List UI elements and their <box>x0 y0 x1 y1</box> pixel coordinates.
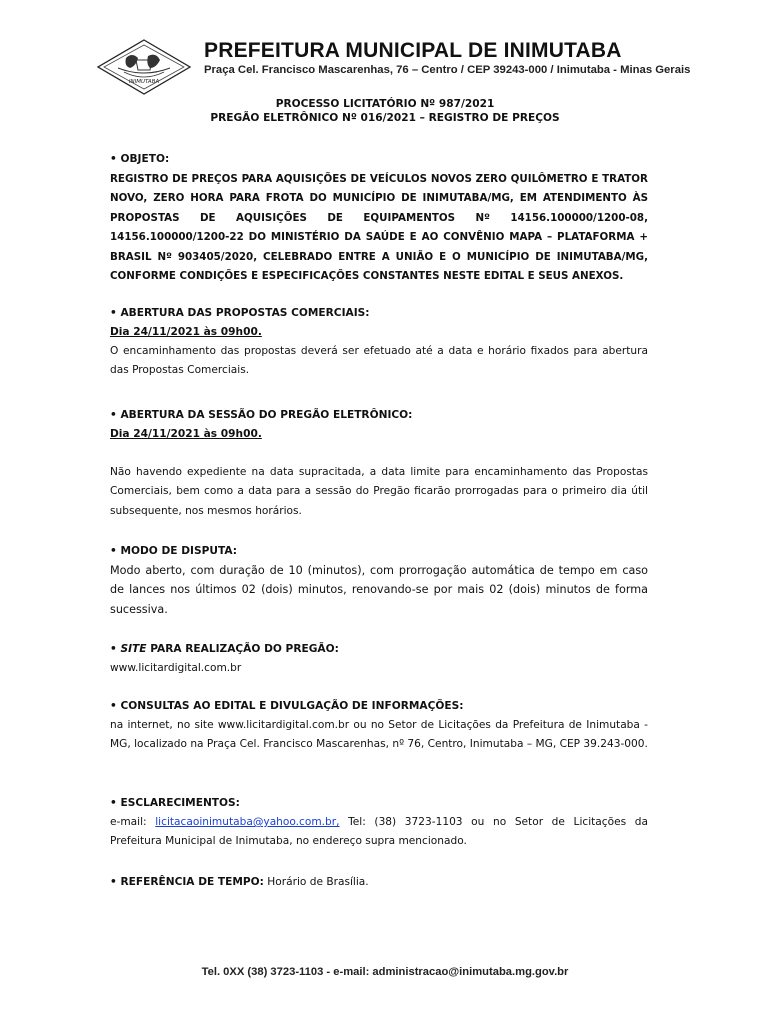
abertura-sessao-section <box>110 406 648 521</box>
site-heading-italic: SITE <box>120 643 147 655</box>
objeto-line: 14156.100000/1200-22 DO MINISTÉRIO DA SAÚDE E AO CONVÊNIO MAPA – PLATAFORMA + <box>110 231 648 244</box>
referencia-heading: • REFERÊNCIA DE TEMPO: <box>110 876 264 888</box>
esclarecimentos-section <box>110 794 648 852</box>
referencia-line <box>110 873 648 892</box>
modo-disputa-heading: • MODO DE DISPUTA: <box>110 545 237 557</box>
modo-disputa-text: Modo aberto, com duração de 10 (minutos), com prorrogação automática de tempo em caso de lances nos últimos 02 (dois) minutos, renovando-se por mais 02 (dois) minutos de forma sucessiva. <box>110 564 648 616</box>
consultas-text: na internet, no site www.licitardigital.com.br ou no Setor de Licitações da Prefeitura de Inimutaba - MG, localizado na Praça Cel. Francisco Mascarenhas, nº 76, Centro, Inimutaba – MG, CEP 39.243-000. <box>110 719 648 751</box>
page-footer: Tel. 0XX (38) 3723-1103 - e-mail: administracao@inimutaba.mg.gov.br <box>201 966 569 978</box>
process-number: PROCESSO LICITATÓRIO Nº 987/2021 <box>275 98 495 110</box>
consultas-section <box>110 697 648 755</box>
abertura-sessao-date: Dia 24/11/2021 às 09h00. <box>110 428 262 440</box>
consultas-heading: • CONSULTAS AO EDITAL E DIVULGAÇÃO DE INFORMAÇÕES: <box>110 700 464 712</box>
municipality-address: Praça Cel. Francisco Mascarenhas, 76 – Centro / CEP 39243-000 / Inimutaba - Minas Gerais <box>204 64 691 76</box>
abertura-propostas-date: Dia 24/11/2021 às 09h00. <box>110 326 262 338</box>
site-heading-rest: PARA REALIZAÇÃO DO PREGÃO: <box>146 643 339 655</box>
abertura-sessao-heading: • ABERTURA DA SESSÃO DO PREGÃO ELETRÔNICO: <box>110 409 413 421</box>
referencia-text: Horário de Brasília. <box>263 876 369 888</box>
municipal-seal-logo <box>96 38 192 96</box>
objeto-section <box>110 150 648 286</box>
abertura-propostas-text: O encaminhamento das propostas deverá ser efetuado até a data e horário fixados para abertura das Propostas Comerciais. <box>110 345 648 377</box>
site-url-link[interactable]: www.licitardigital.com.br <box>110 662 242 674</box>
esclarecimentos-heading: • ESCLARECIMENTOS: <box>110 797 240 809</box>
abertura-propostas-heading: • ABERTURA DAS PROPOSTAS COMERCIAIS: <box>110 307 370 319</box>
email-prefix: e-mail: <box>110 816 156 828</box>
esclarecimentos-text <box>110 813 648 852</box>
objeto-line: REGISTRO DE PREÇOS PARA AQUISIÇÕES DE VEÍCULOS NOVOS ZERO QUILÔMETRO E TRATOR <box>110 173 648 185</box>
pregao-number: PREGÃO ELETRÔNICO Nº 016/2021 – REGISTRO DE PREÇOS <box>210 112 560 124</box>
referencia-section <box>110 873 648 892</box>
modo-disputa-section <box>110 542 648 619</box>
objeto-text <box>110 170 648 286</box>
objeto-line: CONFORME CONDIÇÕES E ESPECIFICAÇÕES CONSTANTES NESTE EDITAL E SEUS ANEXOS. <box>110 270 624 283</box>
email-link[interactable]: licitacaoinimutaba@yahoo.com.br, <box>155 816 340 828</box>
seal-text: INIMUTABA <box>128 79 160 85</box>
site-heading <box>110 640 648 659</box>
site-section <box>110 640 648 678</box>
objeto-line: BRASIL Nº 903405/2020, CELEBRADO ENTRE A UNIÃO E O MUNICÍPIO DE INIMUTABA/MG, <box>110 250 648 263</box>
objeto-line: NOVO, ZERO HORA PARA FROTA DO MUNICÍPIO DE INIMUTABA/MG, EM ATENDIMENTO ÀS <box>110 192 648 205</box>
objeto-line: PROPOSTAS DE AQUISIÇÕES DE EQUIPAMENTOS Nº 14156.100000/1200-08, <box>110 211 648 224</box>
objeto-heading: • OBJETO: <box>110 153 170 165</box>
site-bullet: • <box>110 643 121 655</box>
esclarecimentos-rest: Tel: (38) 3723-1103 ou no Setor de Licitações da Prefeitura Municipal de Inimutaba, no endereço supra mencionado. <box>110 816 648 848</box>
municipality-title: PREFEITURA MUNICIPAL DE INIMUTABA <box>204 39 622 62</box>
abertura-sessao-text: Não havendo expediente na data supracitada, a data limite para encaminhamento das Propostas Comerciais, bem como a data para a sessão do Pregão ficarão prorrogadas para o primeiro dia útil subsequente, nos mesmos horários. <box>110 466 648 517</box>
abertura-propostas-section <box>110 304 648 381</box>
